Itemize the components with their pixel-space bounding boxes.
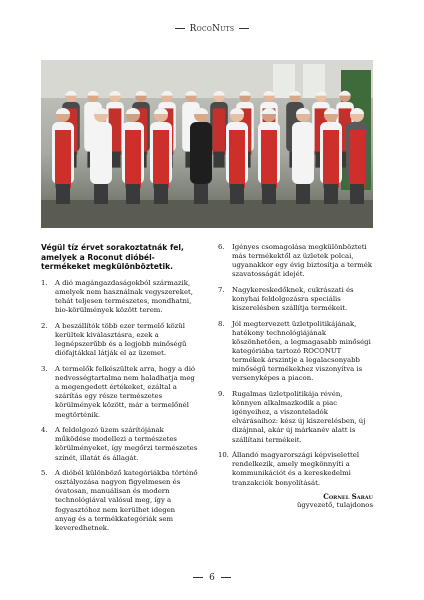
list-item <box>218 243 373 279</box>
signature-role: ügyvezető, tulajdonos <box>296 501 373 510</box>
item-text: A feldolgozó üzem szárítójának működése modellezi a természetes körülményeket, így megőrzi természetes színét, illatát és állagát. <box>55 426 198 462</box>
text-column-right <box>218 243 373 510</box>
item-number: 2. <box>41 322 48 331</box>
item-number: 10. <box>218 451 229 460</box>
footer-rule-right <box>221 577 231 578</box>
list-item <box>218 390 373 445</box>
item-text: Jól megtervezett üzletpolitikájának, hatékony technológiájának köszönhetően, a legmagasabb minőségi kategóriába tartozó ROCONUT termékek árszintje a legalacsonyabb minőségű termékekhez viszonyítva is versenyképes a piacon. <box>232 319 371 383</box>
signature <box>218 492 373 510</box>
footer-rule-left <box>193 577 203 578</box>
item-number: 6. <box>218 243 225 251</box>
item-number: 1. <box>41 279 48 288</box>
item-number: 9. <box>218 390 225 399</box>
item-number: 7. <box>218 285 225 294</box>
item-text: A dióbél különböző kategóriákba történő osztályozása nagyon figyelmesen és óvatosan, manuálisan és modern technológiával valósul meg, így a fogyasztóhoz nem kerülhet idegen anyag és a termékkategóriák sem keveredhetnek. <box>55 469 198 532</box>
item-text: A termelők felkészültek arra, hogy a dió nedvességtartalma nem haladhatja meg a megengedett értékeket, ezáltal a szárítás egy része természetes körülmények között, már a termelőnél megtörténik. <box>55 365 196 419</box>
running-header <box>0 24 424 34</box>
item-text: Nagykereskedőknek, cukrászati és konyhai feldolgozásra speciális kiszerelésben szállítja termékeit. <box>232 285 354 313</box>
list-item <box>218 451 373 487</box>
text-column-left <box>41 243 198 539</box>
list-item <box>41 322 198 358</box>
header-rule-left <box>175 28 185 29</box>
list-item <box>41 426 198 462</box>
header-rule-right <box>239 28 249 29</box>
item-text: Állandó magyarországi képviselettel rendelkezik, amely megkönnyíti a kommunikációt és a kereskedelmi tranzakciók bonyolítását. <box>232 451 360 487</box>
intro-heading: Végül tíz érvet sorakoztatnák fel, amelyek a Roconut dióbél-termékeket megkülönböztetik. <box>41 243 184 272</box>
list-item <box>41 279 198 315</box>
item-number: 3. <box>41 365 48 374</box>
list-item <box>41 469 198 533</box>
signature-name: Cornel Sarau <box>323 492 373 502</box>
list-item <box>218 286 373 313</box>
item-text: Igényes csomagolása megkülönbözteti más termékektől az üzletek polcai, ugyanakkor egy évig biztosítja a termék szavatosságát idejét. <box>232 243 373 279</box>
list-item <box>218 320 373 384</box>
page-number: 6 <box>209 573 215 583</box>
item-number: 8. <box>218 319 225 328</box>
item-text: A dió magángazdaságokból származik, amelyek nem használnak vegyszereket, tehát teljesen természetes, mondhatni, bio-körülmények között terem. <box>55 279 193 315</box>
header-title: RocoNuts <box>189 24 235 34</box>
list-item <box>41 365 198 420</box>
item-text: Rugalmas üzletpolitikája révén, könnyen alkalmazkodik a piac igényeihez, a viszonteladók elvárásaihoz: kész új kiszerelésben, új dizájnnal, akár új márkanév alatt is szállítani termékeit. <box>232 390 366 444</box>
page-footer <box>0 573 424 583</box>
group-photo <box>41 60 373 228</box>
item-number: 5. <box>41 469 48 478</box>
item-number: 4. <box>41 426 48 435</box>
item-text: A beszállítók több ezer termelő közül kerültek kiválasztásra, ezek a legnépszerűbb és a legjobb minőségű diófajtákkal látják el az üzemet. <box>55 322 187 358</box>
